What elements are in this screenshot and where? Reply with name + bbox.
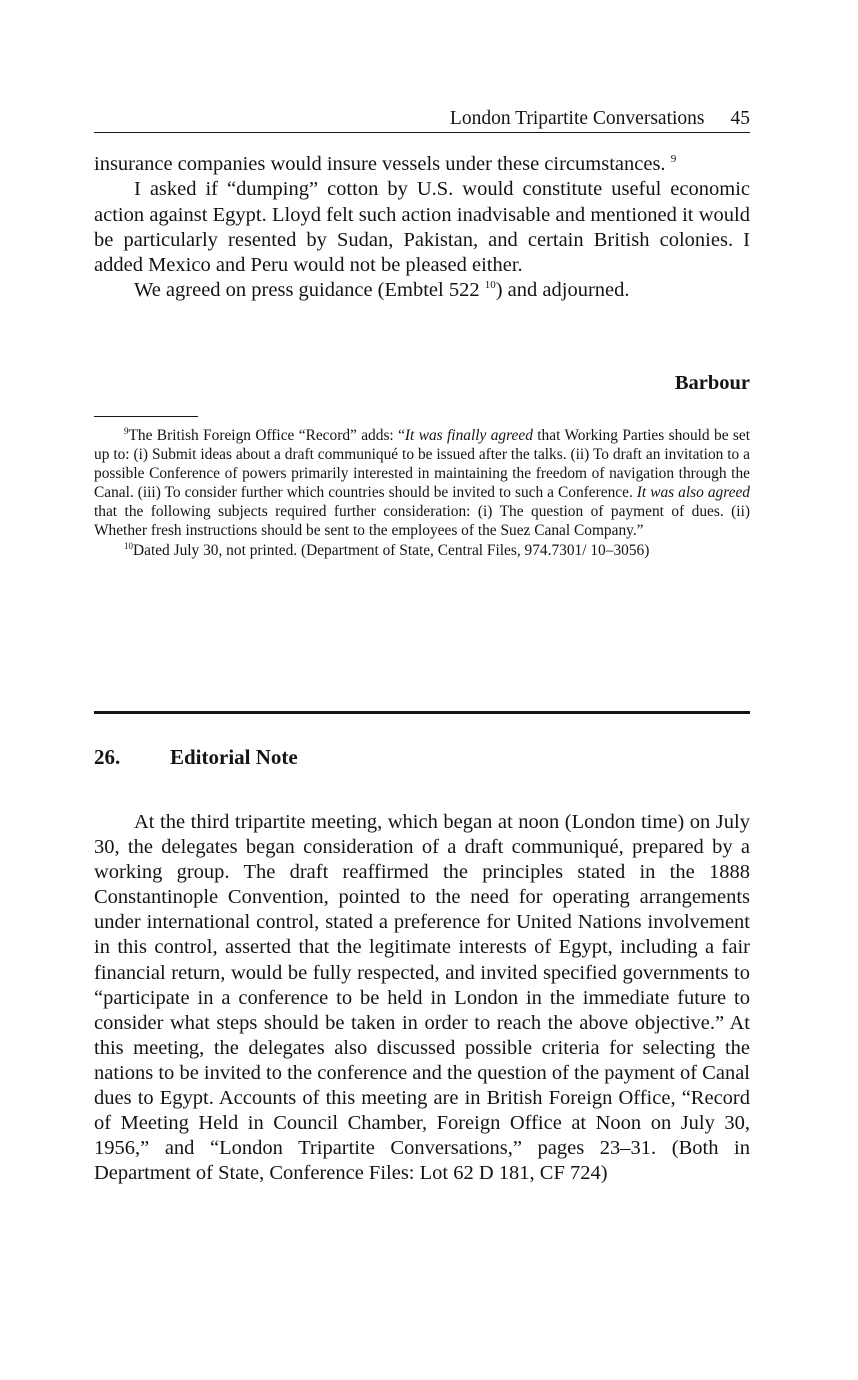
paragraph-2: I asked if “dumping” cotton by U.S. would constitute useful economic action against Egypt. Lloyd felt such action inadvisable and mentioned it would be particularly resented by Sudan, Pakistan, and certain British colonies. I added Mexico and Peru would not be pleased either. [94,178,750,277]
running-head [94,106,750,133]
document-heading [94,745,750,770]
paragraph-1 [94,152,750,177]
document-title: Editorial Note [170,745,298,769]
footnote-ref-10[interactable]: 10 [484,279,496,292]
body-text [94,152,750,304]
paragraph-1-text: insurance companies would insure vessels under these circumstances. [94,153,666,175]
editorial-note-body [94,810,750,1186]
document-number: 26. [94,745,121,769]
editorial-paragraph: At the third tripartite meeting, which began at noon (London time) on July 30, the delegates began consideration of a draft communiqué, prepared by a working group. The draft reaffirmed the principles stated in the 1888 Constantinople Convention, pointed to the need for operating arrangements under international control, stated a preference for United Nations involvement in this control, asserted that the legitimate interests of Egypt, including a fair financial return, would be fully respected, and invited specified governments to “participate in a conference to be held in London in the immediate future to consider what steps should be taken in order to reach the above objective.” At this meeting, the delegates also discussed possible criteria for selecting the nations to be invited to the conference and the question of the payment of Canal dues to Egypt. Accounts of this meeting are in British Foreign Office, “Record of Meeting Held in Council Chamber, Foreign Office at Noon on July 30, 1956,” and “London Tripartite Conversations,” pages 23–31. (Both in Department of State, Conference Files: Lot 62 D 181, CF 724) [94,811,750,1185]
paragraph-3-after: ) and adjourned. [495,279,630,302]
footnote-9-part2: that Working Parties should be set up to: (i) Submit ideas about a draft communiqué to be issued after the talks. (ii) To draft an invitation to a possible Conference of powers primarily interested in maintaining the freedom of navigation through the Canal. (iii) To consider further which countries should be invited to such a Conference. [94,427,751,502]
section-divider [94,711,750,714]
paragraph-3 [94,278,750,303]
running-head-title: London Tripartite Conversations [449,108,705,129]
page-number: 45 [730,108,750,129]
footnote-9-part1: The British Foreign Office “Record” adds: “ [128,427,405,444]
footnote-ref-9[interactable]: 9 [670,153,677,166]
paragraph-3-before: We agreed on press guidance (Embtel 522 [134,279,480,302]
footnote-10-marker: 10 [124,540,133,551]
footnote-10-text: Dated July 30, not printed. (Department of State, Central Files, 974.7301/ 10–3056) [133,541,650,559]
footnote-10 [94,541,750,560]
footnote-9-italic1: It was finally agreed [404,427,533,444]
signature: Barbour [674,372,750,394]
footnote-9 [94,426,750,541]
footnotes [94,426,750,560]
footnote-9-part3: that the following subjects required further consideration: (i) The question of payment of dues. (ii) Whether fresh instructions should be sent to the employees of the Suez Canal Company.” [94,503,750,540]
footnote-rule [94,416,198,417]
footnote-9-marker: 9 [124,425,129,436]
footnote-9-italic2: It was also agreed [636,484,750,502]
